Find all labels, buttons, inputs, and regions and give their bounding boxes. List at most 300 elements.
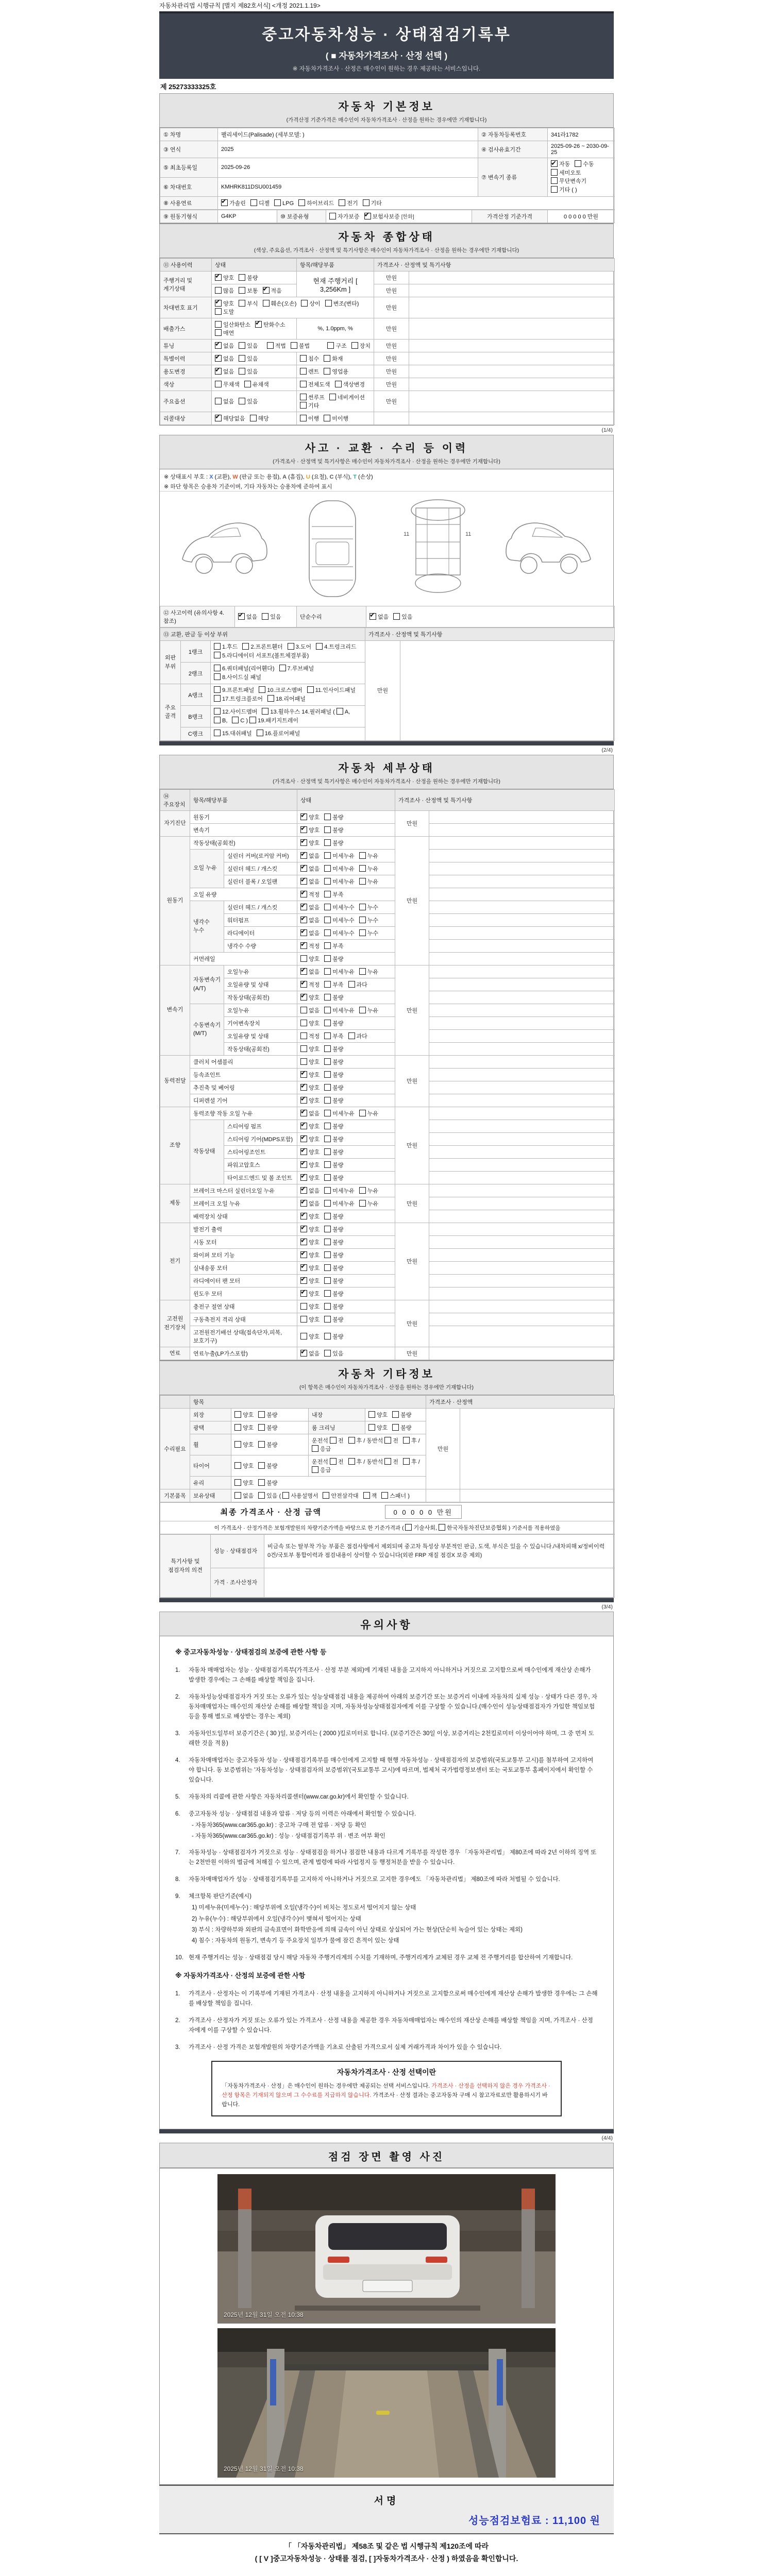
checkbox-option[interactable]: 화재	[324, 354, 343, 363]
checkbox[interactable]	[324, 1136, 331, 1142]
checkbox-option[interactable]: 구조	[327, 342, 346, 350]
checkbox[interactable]	[262, 613, 268, 620]
checkbox-option[interactable]: 후	[348, 1436, 362, 1445]
checkbox-option[interactable]: 있음	[262, 613, 281, 621]
checkbox[interactable]	[551, 177, 558, 184]
checkbox-option[interactable]: 변조(변타)	[325, 299, 359, 308]
checkbox-option[interactable]: ✔ 없음	[300, 865, 320, 873]
checkbox[interactable]	[242, 643, 249, 650]
checkbox-option[interactable]: 하이브리드	[298, 199, 334, 207]
checkbox[interactable]	[368, 1424, 375, 1431]
checkbox[interactable]	[234, 1411, 241, 1418]
checkbox-option[interactable]: 양호	[368, 1411, 388, 1419]
checkbox-option[interactable]: ✔ 적음	[263, 286, 282, 295]
checkbox-option[interactable]: 불량	[324, 1174, 343, 1182]
checkbox-option[interactable]: 누수	[359, 916, 378, 924]
checkbox-option[interactable]: 누유	[359, 1187, 378, 1195]
checkbox-option[interactable]: 미세누유	[324, 968, 355, 976]
checkbox-option[interactable]: ✔ 양호	[300, 1174, 320, 1182]
checkbox[interactable]	[300, 1084, 307, 1091]
checkbox-option[interactable]: ✔ 없음	[300, 1199, 320, 1208]
checkbox-option[interactable]: 미이행	[324, 414, 348, 422]
checkbox[interactable]	[215, 415, 222, 421]
checkbox[interactable]	[359, 1187, 366, 1194]
checkbox-option[interactable]: 누유	[359, 865, 378, 873]
checkbox-option[interactable]: ✔ 가솔린	[221, 199, 246, 207]
checkbox-option[interactable]: 누유	[359, 1109, 378, 1117]
checkbox[interactable]	[392, 1411, 399, 1418]
checkbox-option[interactable]: 전	[384, 1458, 398, 1466]
checkbox-option[interactable]: 불량	[324, 1238, 343, 1246]
checkbox[interactable]	[214, 730, 221, 736]
checkbox[interactable]	[300, 381, 307, 387]
checkbox[interactable]	[214, 652, 221, 658]
checkbox-option[interactable]: 부족	[324, 890, 343, 899]
checkbox-option[interactable]: 전기	[339, 199, 358, 207]
checkbox[interactable]	[359, 904, 366, 910]
checkbox[interactable]	[214, 686, 221, 693]
checkbox[interactable]	[324, 1020, 331, 1026]
checkbox-option[interactable]: 전	[384, 1436, 398, 1445]
checkbox-option[interactable]: 불량	[258, 1411, 277, 1419]
checkbox[interactable]	[300, 1123, 307, 1129]
checkbox[interactable]	[232, 717, 239, 723]
checkbox[interactable]	[258, 1441, 265, 1448]
checkbox-option[interactable]: 수동	[575, 160, 594, 169]
checkbox-option[interactable]: ✔ 양호	[300, 1083, 320, 1092]
checkbox-option[interactable]: 누유	[359, 1006, 378, 1014]
checkbox-option[interactable]: 4.트렁크리드	[316, 643, 356, 652]
checkbox[interactable]	[384, 1458, 391, 1465]
checkbox[interactable]	[316, 643, 323, 650]
checkbox-option[interactable]: 썬루프	[300, 393, 325, 401]
checkbox-option[interactable]: 후	[403, 1436, 417, 1445]
checkbox-option[interactable]: 렌트	[300, 367, 319, 376]
checkbox[interactable]	[324, 865, 331, 872]
checkbox[interactable]	[300, 1277, 307, 1284]
checkbox-option[interactable]: ✔ 없음	[369, 613, 389, 621]
checkbox-option[interactable]: 불량	[324, 839, 343, 847]
checkbox-option[interactable]: ✔ 없음	[300, 1109, 320, 1117]
checkbox[interactable]	[324, 839, 331, 846]
checkbox[interactable]	[324, 1316, 331, 1323]
checkbox[interactable]	[238, 613, 245, 620]
checkbox-option[interactable]: 미세누수	[324, 916, 355, 924]
checkbox[interactable]	[329, 213, 336, 219]
checkbox[interactable]	[324, 1123, 331, 1129]
checkbox-option[interactable]: 불량	[324, 993, 343, 1002]
checkbox-option[interactable]: 기술사회,	[405, 1523, 437, 1532]
checkbox-option[interactable]: 불량	[324, 1148, 343, 1156]
checkbox[interactable]	[300, 942, 307, 949]
checkbox[interactable]	[312, 1466, 318, 1473]
checkbox-option[interactable]: 불량	[324, 826, 343, 834]
checkbox-option[interactable]: 많음	[215, 286, 234, 295]
checkbox-option[interactable]: 네비게이션	[329, 393, 365, 401]
checkbox[interactable]	[300, 1187, 307, 1194]
checkbox[interactable]	[324, 1071, 331, 1078]
checkbox[interactable]	[300, 968, 307, 975]
checkbox-option[interactable]: 불량	[258, 1440, 277, 1449]
checkbox-option[interactable]: 누수	[359, 903, 378, 911]
checkbox[interactable]	[300, 402, 307, 409]
checkbox[interactable]	[324, 1277, 331, 1284]
checkbox-option[interactable]: 한국자동차진단보증협회	[439, 1523, 507, 1532]
checkbox[interactable]	[249, 717, 256, 723]
checkbox-option[interactable]: ✔ 없음	[300, 929, 320, 937]
checkbox[interactable]	[215, 308, 222, 315]
checkbox-option[interactable]: 양호	[234, 1411, 254, 1419]
checkbox-option[interactable]: ✔없음	[238, 613, 257, 621]
checkbox[interactable]	[324, 1007, 331, 1013]
checkbox[interactable]	[262, 708, 268, 715]
checkbox-option[interactable]: 불량	[258, 1479, 277, 1487]
checkbox[interactable]	[325, 300, 332, 307]
checkbox[interactable]	[300, 917, 307, 923]
checkbox[interactable]	[300, 929, 307, 936]
checkbox-option[interactable]: 불량	[324, 1264, 343, 1272]
checkbox[interactable]	[393, 613, 400, 620]
checkbox[interactable]	[324, 1187, 331, 1194]
checkbox[interactable]	[214, 665, 221, 671]
checkbox[interactable]	[359, 1007, 366, 1013]
checkbox-option[interactable]: 전체도색	[300, 380, 330, 388]
checkbox[interactable]	[324, 981, 331, 988]
checkbox-option[interactable]: B,	[214, 717, 227, 725]
checkbox-option[interactable]: ✔ 없음	[215, 342, 234, 350]
checkbox[interactable]	[300, 826, 307, 833]
checkbox-option[interactable]: 불량	[324, 1083, 343, 1092]
checkbox[interactable]	[329, 394, 336, 400]
checkbox[interactable]	[215, 342, 222, 349]
checkbox[interactable]	[214, 643, 221, 650]
checkbox[interactable]	[575, 160, 581, 167]
checkbox[interactable]	[359, 1200, 366, 1207]
checkbox-option[interactable]: 불량	[392, 1423, 411, 1432]
checkbox[interactable]	[324, 826, 331, 833]
checkbox[interactable]	[300, 839, 307, 846]
checkbox-option[interactable]: 안전삼각대	[323, 1492, 358, 1500]
checkbox[interactable]	[215, 355, 222, 362]
checkbox-option[interactable]: ✔ 양호	[300, 1071, 320, 1079]
checkbox-option[interactable]: 미세누수	[324, 903, 355, 911]
checkbox[interactable]	[239, 274, 245, 281]
checkbox-option[interactable]: 있음	[324, 1349, 343, 1358]
checkbox-option[interactable]: 17.트렁크플로어	[214, 695, 263, 704]
checkbox-option[interactable]: ✔ 해당없음	[215, 414, 245, 422]
checkbox-option[interactable]: 양호	[300, 1332, 320, 1341]
checkbox-option[interactable]: 응급	[312, 1445, 331, 1453]
checkbox-option[interactable]: 불법	[291, 342, 310, 350]
checkbox-option[interactable]: 12.사이드멤버	[214, 708, 257, 717]
checkbox[interactable]	[324, 968, 331, 975]
checkbox[interactable]	[250, 415, 257, 421]
checkbox[interactable]	[324, 955, 331, 962]
checkbox-option[interactable]: ✔ 없음	[215, 367, 234, 376]
checkbox-option[interactable]: ✔ 양호	[300, 1135, 320, 1143]
checkbox-option[interactable]: 사용설명서	[282, 1492, 318, 1500]
checkbox-option[interactable]: ✔ 양호	[300, 1096, 320, 1105]
checkbox[interactable]	[234, 1492, 241, 1499]
checkbox[interactable]	[384, 1437, 391, 1444]
checkbox-option[interactable]: ✔ 양호	[300, 826, 320, 834]
checkbox-option[interactable]: 후	[348, 1458, 362, 1466]
checkbox[interactable]	[363, 199, 369, 206]
checkbox[interactable]	[300, 1290, 307, 1297]
checkbox[interactable]	[301, 300, 308, 307]
checkbox-option[interactable]: ✔ 양호	[300, 1238, 320, 1246]
checkbox-option[interactable]: 불량	[324, 1122, 343, 1130]
checkbox[interactable]	[300, 1058, 307, 1065]
checkbox-option[interactable]: 보통	[239, 286, 258, 295]
checkbox-option[interactable]: 불량	[258, 1423, 277, 1432]
checkbox[interactable]	[551, 186, 558, 193]
checkbox-option[interactable]: 불량	[324, 1135, 343, 1143]
checkbox-option[interactable]: ✔자동	[551, 160, 570, 169]
checkbox[interactable]	[250, 199, 257, 206]
checkbox[interactable]	[255, 321, 262, 328]
checkbox-option[interactable]: 양호	[234, 1423, 254, 1432]
checkbox[interactable]	[234, 1462, 241, 1469]
checkbox[interactable]	[214, 695, 221, 702]
checkbox[interactable]	[215, 329, 222, 336]
checkbox[interactable]	[258, 1462, 265, 1469]
checkbox-option[interactable]: 자가보증	[329, 212, 360, 221]
checkbox[interactable]	[324, 1084, 331, 1091]
checkbox[interactable]	[312, 1445, 318, 1452]
checkbox-option[interactable]: 영업용	[324, 367, 348, 376]
checkbox[interactable]	[215, 321, 222, 328]
checkbox[interactable]	[359, 1110, 366, 1116]
checkbox-option[interactable]: 불량	[324, 1019, 343, 1027]
checkbox[interactable]	[324, 994, 331, 1001]
checkbox-option[interactable]: 응급	[312, 1466, 331, 1474]
checkbox[interactable]	[234, 1479, 241, 1486]
checkbox-option[interactable]: 양호	[300, 1302, 320, 1311]
checkbox[interactable]	[300, 1097, 307, 1104]
checkbox-option[interactable]: 색상변경	[335, 380, 365, 388]
checkbox[interactable]	[324, 1264, 331, 1271]
checkbox-option[interactable]: 미세누유	[324, 1199, 355, 1208]
checkbox[interactable]	[324, 1251, 331, 1258]
checkbox[interactable]	[324, 852, 331, 859]
checkbox-option[interactable]: 불량	[324, 1058, 343, 1066]
checkbox-option[interactable]: 세미오토	[551, 169, 581, 178]
checkbox-option[interactable]: ✔ 적정	[300, 942, 320, 950]
checkbox[interactable]	[234, 1441, 241, 1448]
checkbox[interactable]	[359, 929, 366, 936]
checkbox[interactable]	[239, 368, 245, 375]
checkbox[interactable]	[403, 1437, 410, 1444]
checkbox-option[interactable]: 훼손(오손)	[263, 299, 297, 308]
checkbox[interactable]	[324, 1045, 331, 1052]
checkbox-option[interactable]: 미세누유	[324, 1187, 355, 1195]
checkbox-option[interactable]: ✔ 양호	[300, 1161, 320, 1169]
checkbox[interactable]	[324, 1161, 331, 1168]
checkbox-option[interactable]: 불량	[324, 1096, 343, 1105]
checkbox-option[interactable]: 양호	[368, 1423, 388, 1432]
checkbox[interactable]	[300, 1174, 307, 1181]
checkbox-option[interactable]: 일산화탄소	[215, 320, 250, 329]
checkbox[interactable]	[324, 1226, 331, 1232]
checkbox-option[interactable]: 있음	[258, 1492, 277, 1500]
checkbox-option[interactable]: ✔ 양호	[300, 993, 320, 1002]
checkbox-option[interactable]: 11.인사이드패널	[307, 686, 356, 695]
checkbox-option[interactable]: ✔ 적정	[300, 890, 320, 899]
checkbox[interactable]	[324, 1148, 331, 1155]
checkbox[interactable]	[330, 1458, 337, 1465]
checkbox-option[interactable]: 불량	[324, 1290, 343, 1298]
checkbox[interactable]	[267, 342, 274, 349]
checkbox-option[interactable]: 기타	[363, 199, 382, 207]
checkbox[interactable]	[348, 1458, 355, 1465]
checkbox[interactable]	[405, 1524, 412, 1531]
checkbox[interactable]	[221, 199, 228, 206]
checkbox[interactable]	[359, 878, 366, 885]
checkbox-option[interactable]: 과다	[348, 1032, 367, 1040]
checkbox[interactable]	[324, 1058, 331, 1065]
checkbox[interactable]	[364, 213, 371, 219]
checkbox[interactable]	[348, 981, 355, 988]
checkbox[interactable]	[215, 398, 222, 404]
checkbox[interactable]	[300, 415, 307, 421]
checkbox-option[interactable]: 매연	[215, 329, 234, 337]
checkbox[interactable]	[258, 1424, 265, 1431]
checkbox-option[interactable]: ✔ 없음	[300, 916, 320, 924]
checkbox-option[interactable]: ✔ 양호	[300, 813, 320, 821]
checkbox[interactable]	[381, 1492, 388, 1499]
checkbox-option[interactable]: 15.대쉬패널	[214, 730, 252, 738]
checkbox[interactable]	[324, 1110, 331, 1116]
checkbox-option[interactable]: 미세누유	[324, 1006, 355, 1014]
checkbox-option[interactable]: 전	[330, 1458, 344, 1466]
checkbox-option[interactable]: 미세누유	[324, 877, 355, 886]
checkbox[interactable]	[300, 852, 307, 859]
checkbox[interactable]	[359, 852, 366, 859]
checkbox-option[interactable]: ✔ 양호	[300, 1212, 320, 1221]
checkbox[interactable]	[263, 287, 270, 294]
checkbox-option[interactable]: 불량	[324, 1251, 343, 1259]
checkbox[interactable]	[300, 394, 307, 400]
checkbox[interactable]	[300, 981, 307, 988]
checkbox-option[interactable]: 없음	[234, 1492, 254, 1500]
checkbox[interactable]	[324, 1200, 331, 1207]
checkbox[interactable]	[300, 994, 307, 1001]
checkbox-option[interactable]: 18.리어패널	[267, 695, 306, 704]
checkbox[interactable]	[300, 904, 307, 910]
checkbox[interactable]	[339, 199, 345, 206]
checkbox[interactable]	[259, 686, 265, 693]
checkbox-option[interactable]: 불량	[258, 1462, 277, 1470]
checkbox-option[interactable]: 불량	[324, 1332, 343, 1341]
checkbox-option[interactable]: 불량	[324, 1045, 343, 1053]
checkbox[interactable]	[348, 1032, 355, 1039]
checkbox[interactable]	[300, 1045, 307, 1052]
checkbox-option[interactable]: 불량	[324, 955, 343, 963]
checkbox[interactable]	[300, 891, 307, 897]
checkbox[interactable]	[239, 287, 245, 294]
checkbox[interactable]	[324, 1174, 331, 1181]
checkbox-option[interactable]: 있음	[393, 613, 412, 621]
checkbox[interactable]	[300, 368, 307, 375]
checkbox-option[interactable]: ✔ 양호	[300, 1122, 320, 1130]
checkbox[interactable]	[324, 814, 331, 820]
checkbox[interactable]	[324, 368, 330, 375]
checkbox-option[interactable]: ✔ 없음	[300, 968, 320, 976]
checkbox[interactable]	[359, 865, 366, 872]
checkbox[interactable]	[300, 1226, 307, 1232]
checkbox-option[interactable]: ✔양호	[215, 274, 234, 282]
checkbox-option[interactable]: ✔ 탄화수소	[255, 320, 285, 329]
checkbox[interactable]	[274, 199, 281, 206]
checkbox-option[interactable]: ✔ 양호	[300, 1290, 320, 1298]
checkbox-option[interactable]: 미세누유	[324, 852, 355, 860]
checkbox-option[interactable]: 미세누유	[324, 1109, 355, 1117]
checkbox-option[interactable]: 양호	[234, 1440, 254, 1449]
checkbox[interactable]	[337, 708, 343, 715]
checkbox-option[interactable]: 양호	[300, 1058, 320, 1066]
checkbox[interactable]	[324, 1213, 331, 1219]
checkbox-option[interactable]: 8.사이드실 패널	[214, 673, 261, 682]
checkbox[interactable]	[300, 1161, 307, 1168]
checkbox-option[interactable]: 무단변속기	[551, 177, 586, 186]
checkbox[interactable]	[363, 1492, 370, 1499]
checkbox[interactable]	[551, 169, 558, 176]
checkbox-option[interactable]: 부족	[324, 942, 343, 950]
checkbox-option[interactable]: 양호	[300, 1045, 320, 1053]
checkbox-option[interactable]: 양호	[300, 1315, 320, 1324]
checkbox-option[interactable]: 누유	[359, 1199, 378, 1208]
checkbox-option[interactable]: ✔ 양호	[300, 1148, 320, 1156]
checkbox-option[interactable]: 13.휠하우스	[262, 708, 300, 717]
checkbox[interactable]	[300, 355, 307, 362]
checkbox-option[interactable]: 6.쿼터패널(리어휀다)	[214, 665, 275, 673]
checkbox-option[interactable]: ✔양호	[215, 299, 234, 308]
checkbox-option[interactable]: 후	[403, 1458, 417, 1466]
checkbox-option[interactable]: 부식	[239, 299, 258, 308]
checkbox-option[interactable]: ✔ 없음	[300, 903, 320, 911]
checkbox-option[interactable]: LPG	[274, 199, 294, 207]
checkbox[interactable]	[324, 1239, 331, 1245]
checkbox[interactable]	[307, 686, 314, 693]
checkbox[interactable]	[215, 381, 222, 387]
checkbox-option[interactable]: 있음	[239, 354, 258, 363]
checkbox[interactable]	[403, 1458, 410, 1465]
checkbox-option[interactable]: 양호	[300, 955, 320, 963]
checkbox-option[interactable]: 10.크로스멤버	[259, 686, 302, 695]
checkbox[interactable]	[288, 643, 294, 650]
checkbox[interactable]	[300, 1350, 307, 1357]
checkbox-option[interactable]: ✔ 보험사보증	[364, 212, 400, 221]
checkbox-option[interactable]: 7.루브패널	[279, 665, 314, 673]
checkbox[interactable]	[324, 415, 330, 421]
checkbox-option[interactable]: 부족	[324, 1032, 343, 1040]
checkbox[interactable]	[330, 1437, 337, 1444]
checkbox[interactable]	[324, 929, 331, 936]
checkbox-option[interactable]: 과다	[348, 980, 367, 989]
checkbox[interactable]	[300, 1303, 307, 1310]
checkbox-option[interactable]: 없음	[215, 397, 234, 405]
checkbox[interactable]	[300, 878, 307, 885]
checkbox[interactable]	[300, 1333, 307, 1340]
checkbox[interactable]	[234, 1424, 241, 1431]
checkbox[interactable]	[324, 355, 330, 362]
checkbox-option[interactable]: 미세누유	[324, 865, 355, 873]
checkbox[interactable]	[258, 1479, 265, 1486]
checkbox-option[interactable]: 누유	[359, 877, 378, 886]
checkbox[interactable]	[348, 1437, 355, 1444]
checkbox[interactable]	[335, 381, 342, 387]
